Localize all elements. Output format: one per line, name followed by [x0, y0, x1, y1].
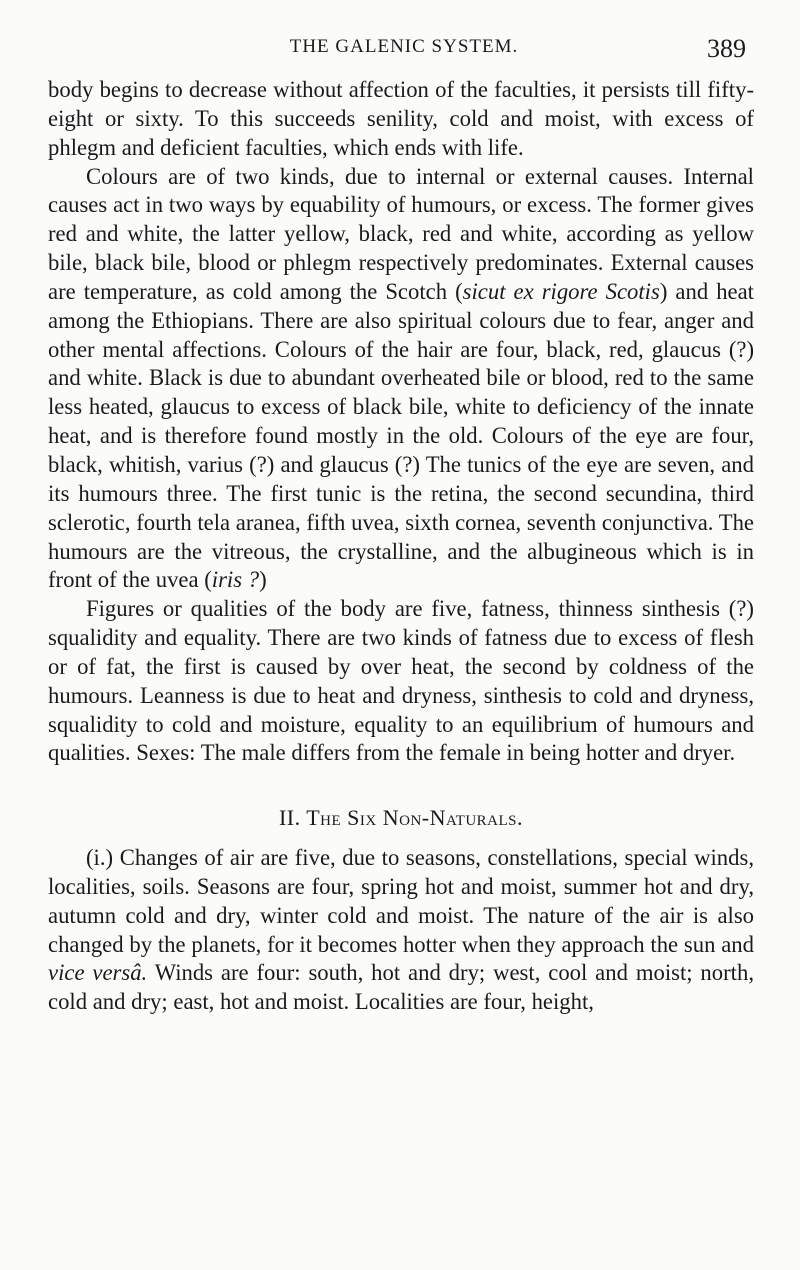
- colours-text-1: Colours are of two kinds, due to internal or external causes. Internal causes act in two ways by equability of humours, or excess. The former gives red and white, the latter yellow, black, red and white, according as yellow bile, black bile, blood or phlegm respectively predominates. External causes are temperature, as cold among the Scotch (: [48, 163, 754, 304]
- paragraph-colours: [48, 163, 754, 596]
- latin-phrase-scotis: sicut ex rigore Scotis: [462, 278, 660, 304]
- running-title: THE GALENIC SYSTEM.: [289, 36, 519, 57]
- colours-text-3: ): [259, 567, 267, 593]
- paragraph-changes-of-air: [48, 844, 754, 1017]
- body-text: [48, 76, 754, 1017]
- air-text-2: Winds are four: south, hot and dry; west, cool and moist; north, cold and dry; east, hot and moist. Localities are four, height,: [48, 960, 754, 1015]
- latin-phrase-vice-versa: vice versâ.: [48, 960, 148, 986]
- paragraph-figures: Figures or qualities of the body are five, fatness, thinness sinthesis (?) squalidity and equality. There are two kinds of fatness due to excess of flesh or of fat, the first is caused by over heat, the second by coldness of the humours. Leanness is due to heat and dryness, sinthesis to cold and dryness, squalidity to cold and moisture, equality to an equilibrium of humours and qualities. Sexes: The male differs from the female in being hotter and dryer.: [48, 596, 754, 766]
- latin-word-iris: iris ?: [211, 567, 260, 593]
- air-text-1: (i.) Changes of air are five, due to seasons, constellations, special winds, localities, soils. Seasons are four, spring hot and moist, summer hot and dry, autumn cold and dry, winter cold and moist. The nature of the air is also changed by the planets, for it becomes hotter when they approach the sun and: [48, 845, 754, 957]
- section-heading: II. The Six Non-Naturals.: [278, 805, 524, 831]
- page-header: [48, 34, 760, 64]
- page-number: 389: [707, 34, 746, 63]
- paragraph-senility: body begins to decrease without affection of the faculties, it persists till fifty-eight or sixty. To this succeeds senility, cold and moist, with excess of phlegm and deficient faculties, which ends with life.: [48, 77, 754, 160]
- colours-text-2: ) and heat among the Ethiopians. There are also spiritual colours due to fear, anger and other mental affections. Colours of the hair are four, black, red, glaucus (?) and white. Black is due to abundant overheated bile or blood, red to the same less heated, glaucus to excess of black bile, white to deficiency of the innate heat, and is therefore found mostly in the old. Colours of the eye are four, black, whitish, varius (?) and glaucus (?) The tunics of the eye are seven, and its humours three. The first tunic is the retina, the second secundina, third sclerotic, fourth tela aranea, fifth uvea, sixth cornea, seventh conjunctiva. The humours are the vitreous, the crystalline, and the albugineous which is in front of the uvea (: [48, 278, 754, 593]
